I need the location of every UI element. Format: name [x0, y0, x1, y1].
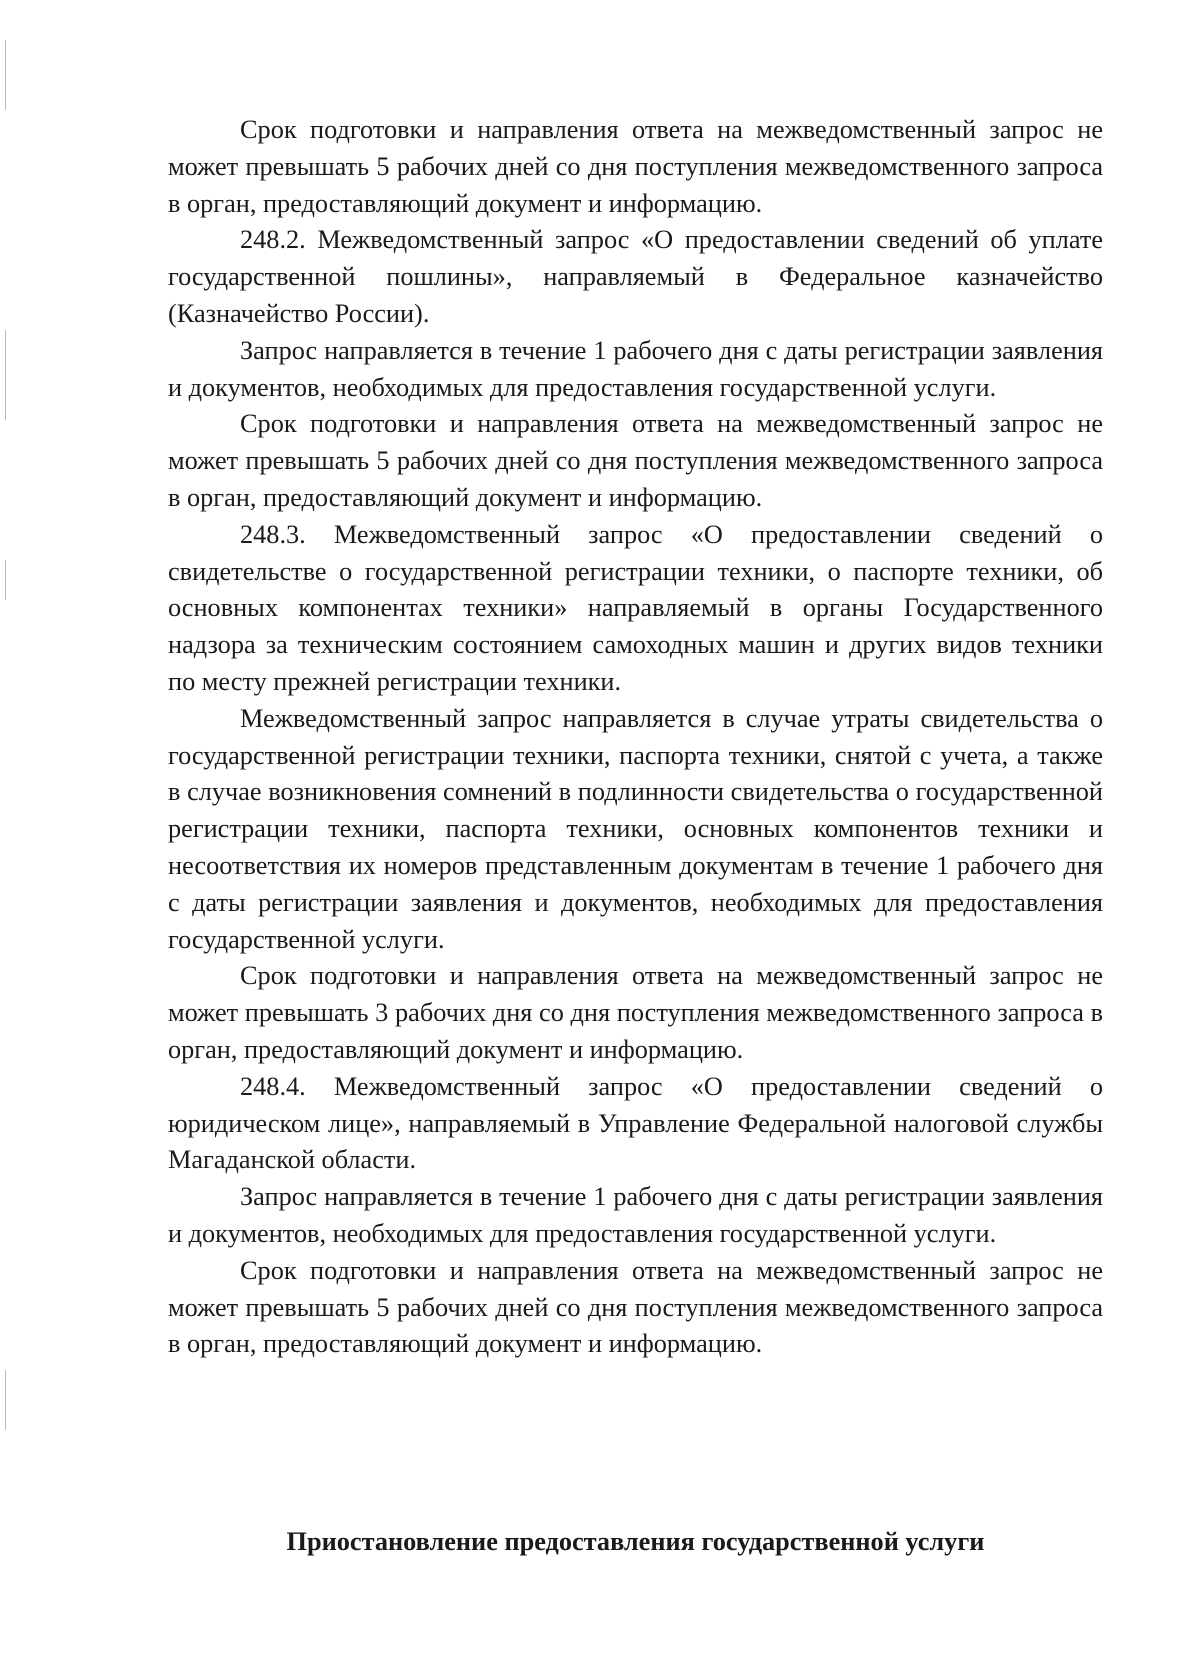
scan-edge-mark: [5, 330, 6, 420]
paragraph-248-4: 248.4. Межведомственный запрос «О предоставлении сведений о юридическом лице», направляемый в Управление Федеральной налоговой службы Магаданской области.: [168, 1071, 1103, 1175]
section-heading: Приостановление предоставления государственной услуги: [286, 1527, 985, 1556]
paragraph-request-conditions: Межведомственный запрос направляется в случае утраты свидетельства о государственной регистрации техники, паспорта техники, снятой с учета, а также в случае возникновения сомнений в подлинности свидетельства о государственной регистрации техники, паспорта техники, основных компонентов техники и несоответствия их номеров представленным документам в течение 1 рабочего дня с даты регистрации заявления и документов, необходимых для предоставления государственной услуги.: [168, 703, 1103, 954]
document-body: [168, 112, 1103, 1363]
scan-edge-mark: [5, 1370, 6, 1430]
scan-edge-mark: [5, 40, 6, 110]
paragraph-response-deadline-2: Срок подготовки и направления ответа на межведомственный запрос не может превышать 5 рабочих дней со дня поступления межведомственного запроса в орган, предоставляющий документ и информацию.: [168, 409, 1103, 512]
paragraph-response-deadline-4: Срок подготовки и направления ответа на межведомственный запрос не может превышать 5 рабочих дней со дня поступления межведомственного запроса в орган, предоставляющий документ и информацию.: [168, 1255, 1103, 1359]
paragraph-request-timing-1: Запрос направляется в течение 1 рабочего дня с даты регистрации заявления и документов, необходимых для предоставления государственной услуги.: [168, 335, 1103, 402]
scan-edge-mark: [5, 560, 6, 600]
paragraph-248-2: 248.2. Межведомственный запрос «О предоставлении сведений об уплате государственной пошлины», направляемый в Федеральное казначейство (Казначейство России).: [168, 225, 1103, 328]
paragraph-response-deadline-1: Срок подготовки и направления ответа на межведомственный запрос не может превышать 5 рабочих дней со дня поступления межведомственного запроса в орган, предоставляющий документ и информацию.: [168, 115, 1103, 218]
paragraph-response-deadline-3: Срок подготовки и направления ответа на межведомственный запрос не может превышать 3 рабочих дня со дня поступления межведомственного запроса в орган, предоставляющий документ и информацию.: [168, 961, 1103, 1064]
paragraph-248-3: 248.3. Межведомственный запрос «О предоставлении сведений о свидетельстве о государственной регистрации техники, о паспорте техники, об основных компонентах техники» направляемый в органы Государственного надзора за техническим состоянием самоходных машин и других видов техники по месту прежней регистрации техники.: [168, 519, 1103, 696]
paragraph-request-timing-2: Запрос направляется в течение 1 рабочего дня с даты регистрации заявления и документов, необходимых для предоставления государственной услуги.: [168, 1182, 1103, 1248]
